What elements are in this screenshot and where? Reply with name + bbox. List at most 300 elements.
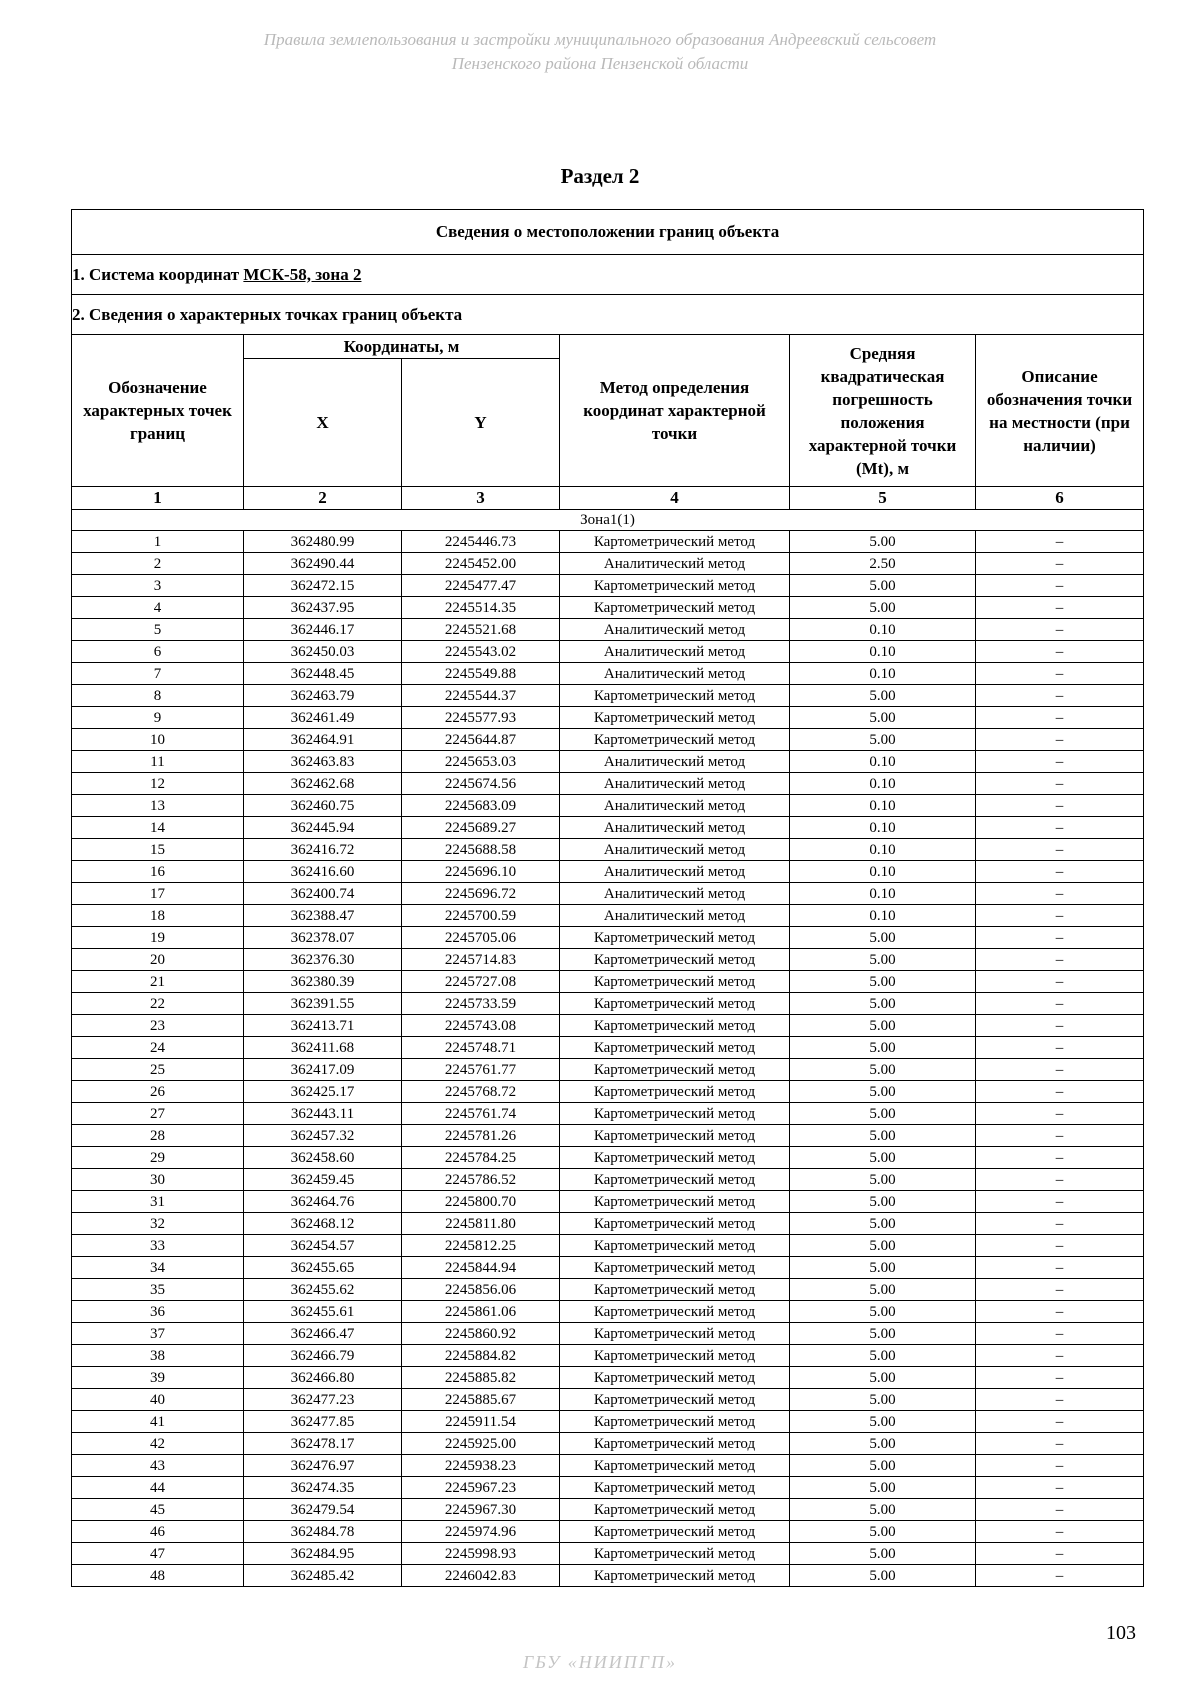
cell-point: 11 bbox=[72, 751, 244, 773]
cell-point: 28 bbox=[72, 1125, 244, 1147]
cell-x: 362391.55 bbox=[244, 993, 402, 1015]
running-header-line-2: Пензенского района Пензенской области bbox=[451, 54, 749, 73]
cell-method: Аналитический метод bbox=[560, 619, 790, 641]
cell-method: Картометрический метод bbox=[560, 1455, 790, 1477]
cell-y: 2245743.08 bbox=[402, 1015, 560, 1037]
cell-x: 362464.91 bbox=[244, 729, 402, 751]
cell-error: 5.00 bbox=[790, 971, 976, 993]
cell-y: 2245748.71 bbox=[402, 1037, 560, 1059]
cell-description: – bbox=[976, 1015, 1144, 1037]
table-row bbox=[72, 861, 1144, 883]
cell-error: 5.00 bbox=[790, 1213, 976, 1235]
cell-y: 2245543.02 bbox=[402, 641, 560, 663]
cell-x: 362416.72 bbox=[244, 839, 402, 861]
cell-error: 5.00 bbox=[790, 1037, 976, 1059]
cell-description: – bbox=[976, 1389, 1144, 1411]
table-row bbox=[72, 707, 1144, 729]
cell-description: – bbox=[976, 993, 1144, 1015]
table-row bbox=[72, 949, 1144, 971]
cell-error: 0.10 bbox=[790, 619, 976, 641]
cell-y: 2245786.52 bbox=[402, 1169, 560, 1191]
cell-error: 5.00 bbox=[790, 1301, 976, 1323]
cell-description: – bbox=[976, 971, 1144, 993]
cell-point: 7 bbox=[72, 663, 244, 685]
cell-x: 362445.94 bbox=[244, 817, 402, 839]
cell-method: Аналитический метод bbox=[560, 751, 790, 773]
cell-point: 3 bbox=[72, 575, 244, 597]
cell-error: 0.10 bbox=[790, 751, 976, 773]
cell-error: 0.10 bbox=[790, 795, 976, 817]
cell-y: 2245884.82 bbox=[402, 1345, 560, 1367]
cell-y: 2245696.72 bbox=[402, 883, 560, 905]
col-header-error: Средняя квадратическая погрешность положения характерной точки (Mt), м bbox=[790, 335, 976, 487]
column-number: 5 bbox=[790, 487, 976, 510]
cell-error: 0.10 bbox=[790, 839, 976, 861]
cell-point: 12 bbox=[72, 773, 244, 795]
column-number: 3 bbox=[402, 487, 560, 510]
cell-error: 5.00 bbox=[790, 1257, 976, 1279]
cell-description: – bbox=[976, 1213, 1144, 1235]
cell-y: 2245885.82 bbox=[402, 1367, 560, 1389]
cell-method: Картометрический метод bbox=[560, 1389, 790, 1411]
cell-y: 2245727.08 bbox=[402, 971, 560, 993]
cell-point: 32 bbox=[72, 1213, 244, 1235]
cell-y: 2245674.56 bbox=[402, 773, 560, 795]
col-header-coords: Координаты, м bbox=[244, 335, 560, 359]
boundary-points-table bbox=[71, 209, 1144, 1587]
cell-point: 44 bbox=[72, 1477, 244, 1499]
cell-error: 5.00 bbox=[790, 1543, 976, 1565]
cell-point: 19 bbox=[72, 927, 244, 949]
cell-method: Картометрический метод bbox=[560, 993, 790, 1015]
cell-point: 1 bbox=[72, 531, 244, 553]
cell-point: 9 bbox=[72, 707, 244, 729]
cell-description: – bbox=[976, 1323, 1144, 1345]
cell-method: Картометрический метод bbox=[560, 729, 790, 751]
cell-method: Картометрический метод bbox=[560, 1191, 790, 1213]
cell-error: 5.00 bbox=[790, 729, 976, 751]
cell-y: 2245967.23 bbox=[402, 1477, 560, 1499]
cell-point: 36 bbox=[72, 1301, 244, 1323]
cell-method: Аналитический метод bbox=[560, 773, 790, 795]
cell-error: 5.00 bbox=[790, 1191, 976, 1213]
cell-method: Картометрический метод bbox=[560, 1565, 790, 1587]
cell-method: Аналитический метод bbox=[560, 641, 790, 663]
table-row bbox=[72, 817, 1144, 839]
cell-y: 2245784.25 bbox=[402, 1147, 560, 1169]
cell-description: – bbox=[976, 1125, 1144, 1147]
cell-point: 24 bbox=[72, 1037, 244, 1059]
cell-description: – bbox=[976, 1037, 1144, 1059]
cell-method: Картометрический метод bbox=[560, 1213, 790, 1235]
table-row bbox=[72, 905, 1144, 927]
cell-y: 2245514.35 bbox=[402, 597, 560, 619]
cell-method: Картометрический метод bbox=[560, 531, 790, 553]
cell-method: Картометрический метод bbox=[560, 1499, 790, 1521]
table-row bbox=[72, 773, 1144, 795]
table-row bbox=[72, 641, 1144, 663]
column-number: 6 bbox=[976, 487, 1144, 510]
cell-point: 22 bbox=[72, 993, 244, 1015]
cell-x: 362480.99 bbox=[244, 531, 402, 553]
cell-description: – bbox=[976, 905, 1144, 927]
table-row bbox=[72, 1433, 1144, 1455]
cell-x: 362478.17 bbox=[244, 1433, 402, 1455]
cell-point: 14 bbox=[72, 817, 244, 839]
cell-x: 362450.03 bbox=[244, 641, 402, 663]
header-row-1 bbox=[72, 335, 1144, 359]
cell-point: 17 bbox=[72, 883, 244, 905]
cell-method: Картометрический метод bbox=[560, 1257, 790, 1279]
table-row bbox=[72, 1169, 1144, 1191]
cell-x: 362462.68 bbox=[244, 773, 402, 795]
cell-method: Картометрический метод bbox=[560, 1301, 790, 1323]
cell-description: – bbox=[976, 597, 1144, 619]
cell-error: 5.00 bbox=[790, 1499, 976, 1521]
cell-description: – bbox=[976, 949, 1144, 971]
cell-error: 5.00 bbox=[790, 1433, 976, 1455]
cell-error: 2.50 bbox=[790, 553, 976, 575]
cell-x: 362463.83 bbox=[244, 751, 402, 773]
cell-x: 362380.39 bbox=[244, 971, 402, 993]
col-header-point: Обозначение характерных точек границ bbox=[72, 335, 244, 487]
cell-x: 362413.71 bbox=[244, 1015, 402, 1037]
cell-error: 5.00 bbox=[790, 1389, 976, 1411]
cell-point: 16 bbox=[72, 861, 244, 883]
table-row bbox=[72, 729, 1144, 751]
cell-method: Картометрический метод bbox=[560, 1103, 790, 1125]
cell-y: 2245856.06 bbox=[402, 1279, 560, 1301]
cell-point: 8 bbox=[72, 685, 244, 707]
table-row bbox=[72, 1499, 1144, 1521]
points-title: 2. Сведения о характерных точках границ объекта bbox=[72, 295, 1144, 335]
cell-method: Картометрический метод bbox=[560, 1433, 790, 1455]
cell-y: 2245911.54 bbox=[402, 1411, 560, 1433]
cell-error: 5.00 bbox=[790, 1235, 976, 1257]
table-title-row bbox=[72, 210, 1144, 255]
cell-error: 5.00 bbox=[790, 575, 976, 597]
cell-x: 362472.15 bbox=[244, 575, 402, 597]
cell-description: – bbox=[976, 839, 1144, 861]
cell-x: 362458.60 bbox=[244, 1147, 402, 1169]
cell-error: 0.10 bbox=[790, 883, 976, 905]
cell-method: Аналитический метод bbox=[560, 553, 790, 575]
cell-description: – bbox=[976, 1147, 1144, 1169]
cell-x: 362474.35 bbox=[244, 1477, 402, 1499]
cell-description: – bbox=[976, 1169, 1144, 1191]
cell-method: Картометрический метод bbox=[560, 1125, 790, 1147]
cell-x: 362416.60 bbox=[244, 861, 402, 883]
cell-point: 25 bbox=[72, 1059, 244, 1081]
cell-error: 5.00 bbox=[790, 1521, 976, 1543]
column-number: 1 bbox=[72, 487, 244, 510]
section-title: Раздел 2 bbox=[560, 164, 640, 188]
cell-description: – bbox=[976, 1411, 1144, 1433]
cell-description: – bbox=[976, 663, 1144, 685]
cell-description: – bbox=[976, 1081, 1144, 1103]
cell-y: 2245885.67 bbox=[402, 1389, 560, 1411]
cell-point: 37 bbox=[72, 1323, 244, 1345]
table-body bbox=[72, 531, 1144, 1587]
col-header-method: Метод определения координат характерной точки bbox=[560, 335, 790, 487]
cell-y: 2245644.87 bbox=[402, 729, 560, 751]
cell-description: – bbox=[976, 1235, 1144, 1257]
cell-x: 362490.44 bbox=[244, 553, 402, 575]
cell-point: 46 bbox=[72, 1521, 244, 1543]
cell-y: 2245860.92 bbox=[402, 1323, 560, 1345]
cell-error: 5.00 bbox=[790, 531, 976, 553]
cell-description: – bbox=[976, 795, 1144, 817]
cell-error: 5.00 bbox=[790, 597, 976, 619]
cell-point: 30 bbox=[72, 1169, 244, 1191]
coord-system-label: 1. Система координат bbox=[72, 264, 244, 284]
cell-y: 2245733.59 bbox=[402, 993, 560, 1015]
cell-point: 35 bbox=[72, 1279, 244, 1301]
cell-y: 2245974.96 bbox=[402, 1521, 560, 1543]
cell-method: Картометрический метод bbox=[560, 1037, 790, 1059]
cell-point: 29 bbox=[72, 1147, 244, 1169]
coord-system-cell bbox=[72, 255, 1144, 295]
cell-error: 0.10 bbox=[790, 663, 976, 685]
cell-description: – bbox=[976, 1543, 1144, 1565]
cell-point: 31 bbox=[72, 1191, 244, 1213]
table-row bbox=[72, 795, 1144, 817]
cell-method: Картометрический метод bbox=[560, 1147, 790, 1169]
cell-method: Картометрический метод bbox=[560, 575, 790, 597]
cell-y: 2245696.10 bbox=[402, 861, 560, 883]
cell-x: 362460.75 bbox=[244, 795, 402, 817]
table-row bbox=[72, 1213, 1144, 1235]
cell-x: 362468.12 bbox=[244, 1213, 402, 1235]
cell-error: 0.10 bbox=[790, 641, 976, 663]
cell-point: 34 bbox=[72, 1257, 244, 1279]
zone-row bbox=[72, 510, 1144, 531]
table-row bbox=[72, 927, 1144, 949]
cell-x: 362464.76 bbox=[244, 1191, 402, 1213]
cell-method: Картометрический метод bbox=[560, 927, 790, 949]
cell-description: – bbox=[976, 861, 1144, 883]
cell-method: Аналитический метод bbox=[560, 905, 790, 927]
cell-description: – bbox=[976, 1301, 1144, 1323]
cell-method: Картометрический метод bbox=[560, 1235, 790, 1257]
cell-method: Аналитический метод bbox=[560, 861, 790, 883]
table-row bbox=[72, 619, 1144, 641]
table-row bbox=[72, 1125, 1144, 1147]
table-row bbox=[72, 1191, 1144, 1213]
cell-y: 2245800.70 bbox=[402, 1191, 560, 1213]
cell-description: – bbox=[976, 1477, 1144, 1499]
cell-error: 0.10 bbox=[790, 773, 976, 795]
cell-x: 362455.65 bbox=[244, 1257, 402, 1279]
cell-method: Картометрический метод bbox=[560, 971, 790, 993]
cell-y: 2245689.27 bbox=[402, 817, 560, 839]
cell-method: Картометрический метод bbox=[560, 1411, 790, 1433]
cell-x: 362477.85 bbox=[244, 1411, 402, 1433]
cell-error: 5.00 bbox=[790, 1081, 976, 1103]
cell-error: 5.00 bbox=[790, 1279, 976, 1301]
cell-point: 39 bbox=[72, 1367, 244, 1389]
cell-point: 41 bbox=[72, 1411, 244, 1433]
table-row bbox=[72, 1147, 1144, 1169]
cell-x: 362376.30 bbox=[244, 949, 402, 971]
table-row bbox=[72, 1037, 1144, 1059]
cell-point: 2 bbox=[72, 553, 244, 575]
cell-y: 2245688.58 bbox=[402, 839, 560, 861]
cell-description: – bbox=[976, 1499, 1144, 1521]
cell-error: 5.00 bbox=[790, 1103, 976, 1125]
cell-error: 0.10 bbox=[790, 817, 976, 839]
cell-description: – bbox=[976, 1279, 1144, 1301]
table-row bbox=[72, 971, 1144, 993]
cell-y: 2245925.00 bbox=[402, 1433, 560, 1455]
cell-y: 2245477.47 bbox=[402, 575, 560, 597]
cell-point: 18 bbox=[72, 905, 244, 927]
cell-x: 362484.78 bbox=[244, 1521, 402, 1543]
cell-error: 5.00 bbox=[790, 707, 976, 729]
cell-y: 2245653.03 bbox=[402, 751, 560, 773]
cell-error: 5.00 bbox=[790, 1565, 976, 1587]
cell-description: – bbox=[976, 1433, 1144, 1455]
table-row bbox=[72, 1455, 1144, 1477]
cell-point: 4 bbox=[72, 597, 244, 619]
cell-x: 362485.42 bbox=[244, 1565, 402, 1587]
cell-description: – bbox=[976, 1345, 1144, 1367]
table-row bbox=[72, 531, 1144, 553]
cell-error: 5.00 bbox=[790, 1367, 976, 1389]
cell-description: – bbox=[976, 707, 1144, 729]
cell-method: Картометрический метод bbox=[560, 685, 790, 707]
cell-description: – bbox=[976, 773, 1144, 795]
cell-x: 362411.68 bbox=[244, 1037, 402, 1059]
cell-x: 362454.57 bbox=[244, 1235, 402, 1257]
column-numbers-row bbox=[72, 487, 1144, 510]
cell-method: Картометрический метод bbox=[560, 1015, 790, 1037]
cell-error: 5.00 bbox=[790, 1455, 976, 1477]
table-row bbox=[72, 1521, 1144, 1543]
cell-description: – bbox=[976, 1257, 1144, 1279]
cell-point: 38 bbox=[72, 1345, 244, 1367]
cell-x: 362388.47 bbox=[244, 905, 402, 927]
cell-x: 362443.11 bbox=[244, 1103, 402, 1125]
cell-error: 5.00 bbox=[790, 1477, 976, 1499]
cell-error: 5.00 bbox=[790, 1125, 976, 1147]
cell-method: Картометрический метод bbox=[560, 597, 790, 619]
cell-y: 2245705.06 bbox=[402, 927, 560, 949]
cell-x: 362466.80 bbox=[244, 1367, 402, 1389]
cell-point: 21 bbox=[72, 971, 244, 993]
cell-description: – bbox=[976, 817, 1144, 839]
cell-x: 362484.95 bbox=[244, 1543, 402, 1565]
table-row bbox=[72, 1565, 1144, 1587]
cell-error: 5.00 bbox=[790, 949, 976, 971]
cell-error: 5.00 bbox=[790, 1323, 976, 1345]
table-row bbox=[72, 553, 1144, 575]
cell-description: – bbox=[976, 1103, 1144, 1125]
table-row bbox=[72, 1235, 1144, 1257]
column-number: 4 bbox=[560, 487, 790, 510]
cell-y: 2245452.00 bbox=[402, 553, 560, 575]
table-row bbox=[72, 663, 1144, 685]
cell-error: 5.00 bbox=[790, 1015, 976, 1037]
cell-method: Картометрический метод bbox=[560, 1169, 790, 1191]
cell-y: 2245938.23 bbox=[402, 1455, 560, 1477]
cell-method: Картометрический метод bbox=[560, 1543, 790, 1565]
cell-x: 362455.62 bbox=[244, 1279, 402, 1301]
cell-method: Картометрический метод bbox=[560, 1477, 790, 1499]
column-number: 2 bbox=[244, 487, 402, 510]
table-row bbox=[72, 1345, 1144, 1367]
cell-x: 362417.09 bbox=[244, 1059, 402, 1081]
points-title-row bbox=[72, 295, 1144, 335]
table-row bbox=[72, 1367, 1144, 1389]
cell-y: 2245844.94 bbox=[402, 1257, 560, 1279]
cell-y: 2245683.09 bbox=[402, 795, 560, 817]
cell-description: – bbox=[976, 641, 1144, 663]
cell-error: 5.00 bbox=[790, 993, 976, 1015]
cell-point: 40 bbox=[72, 1389, 244, 1411]
footer-watermark: ГБУ «НИИПГП» bbox=[523, 1652, 677, 1672]
coord-system-value: МСК-58, зона 2 bbox=[243, 264, 362, 284]
cell-point: 15 bbox=[72, 839, 244, 861]
cell-point: 6 bbox=[72, 641, 244, 663]
cell-x: 362466.47 bbox=[244, 1323, 402, 1345]
table-row bbox=[72, 1477, 1144, 1499]
cell-y: 2245761.74 bbox=[402, 1103, 560, 1125]
table-row bbox=[72, 1323, 1144, 1345]
cell-y: 2245768.72 bbox=[402, 1081, 560, 1103]
table-row bbox=[72, 751, 1144, 773]
cell-method: Аналитический метод bbox=[560, 817, 790, 839]
cell-error: 0.10 bbox=[790, 905, 976, 927]
cell-x: 362459.45 bbox=[244, 1169, 402, 1191]
table-row bbox=[72, 1389, 1144, 1411]
cell-description: – bbox=[976, 1367, 1144, 1389]
table-row bbox=[72, 575, 1144, 597]
cell-error: 5.00 bbox=[790, 1147, 976, 1169]
col-header-description: Описание обозначения точки на местности (при наличии) bbox=[976, 335, 1144, 487]
cell-point: 26 bbox=[72, 1081, 244, 1103]
cell-description: – bbox=[976, 575, 1144, 597]
cell-point: 47 bbox=[72, 1543, 244, 1565]
cell-description: – bbox=[976, 1565, 1144, 1587]
col-header-y: Y bbox=[402, 359, 560, 487]
cell-point: 43 bbox=[72, 1455, 244, 1477]
cell-method: Аналитический метод bbox=[560, 883, 790, 905]
cell-method: Аналитический метод bbox=[560, 663, 790, 685]
cell-y: 2245812.25 bbox=[402, 1235, 560, 1257]
cell-description: – bbox=[976, 927, 1144, 949]
cell-error: 5.00 bbox=[790, 927, 976, 949]
cell-y: 2245811.80 bbox=[402, 1213, 560, 1235]
cell-y: 2245521.68 bbox=[402, 619, 560, 641]
cell-x: 362476.97 bbox=[244, 1455, 402, 1477]
cell-point: 5 bbox=[72, 619, 244, 641]
cell-method: Картометрический метод bbox=[560, 707, 790, 729]
cell-point: 27 bbox=[72, 1103, 244, 1125]
cell-point: 33 bbox=[72, 1235, 244, 1257]
table-row bbox=[72, 1543, 1144, 1565]
cell-point: 42 bbox=[72, 1433, 244, 1455]
table-title: Сведения о местоположении границ объекта bbox=[72, 210, 1144, 255]
cell-x: 362479.54 bbox=[244, 1499, 402, 1521]
table-row bbox=[72, 839, 1144, 861]
cell-x: 362457.32 bbox=[244, 1125, 402, 1147]
cell-description: – bbox=[976, 553, 1144, 575]
cell-x: 362437.95 bbox=[244, 597, 402, 619]
cell-method: Картометрический метод bbox=[560, 1367, 790, 1389]
cell-method: Картометрический метод bbox=[560, 1279, 790, 1301]
cell-y: 2245761.77 bbox=[402, 1059, 560, 1081]
